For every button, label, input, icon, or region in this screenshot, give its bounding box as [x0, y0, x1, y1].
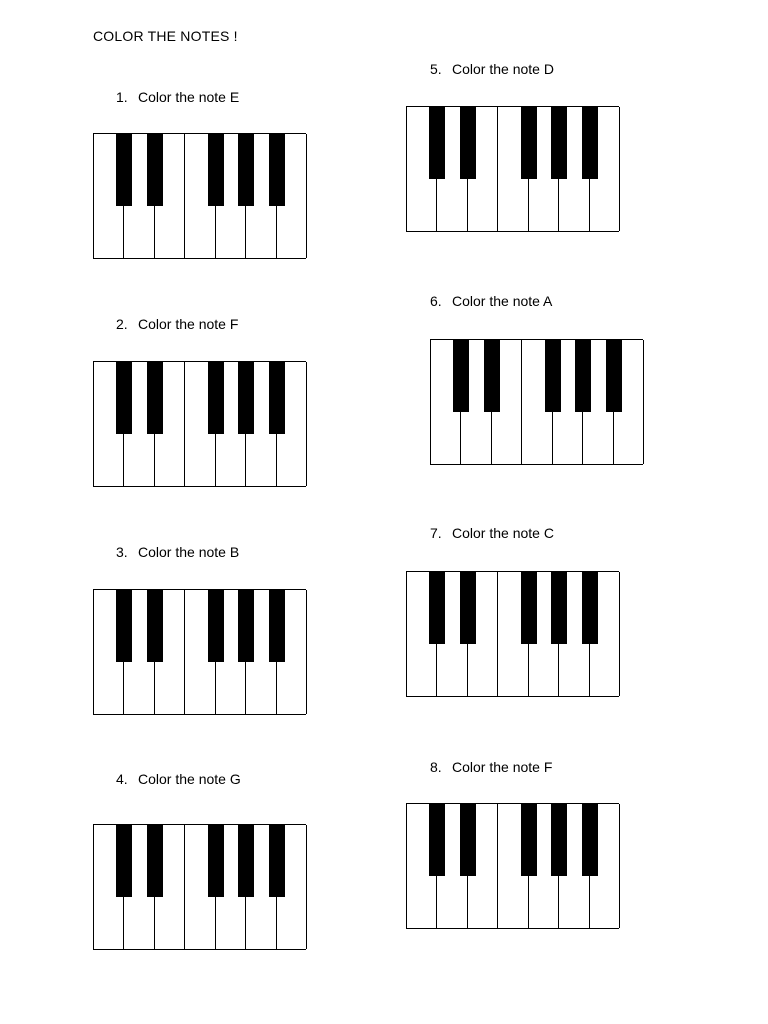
black-key[interactable] — [269, 825, 285, 897]
black-key[interactable] — [116, 590, 132, 662]
black-key[interactable] — [238, 134, 254, 206]
black-key[interactable] — [575, 340, 591, 412]
black-key[interactable] — [208, 590, 224, 662]
black-key[interactable] — [551, 572, 567, 644]
black-key[interactable] — [521, 804, 537, 876]
black-key[interactable] — [208, 362, 224, 434]
keyboard-2[interactable] — [93, 361, 306, 487]
black-key[interactable] — [269, 590, 285, 662]
black-key[interactable] — [460, 572, 476, 644]
black-key[interactable] — [238, 825, 254, 897]
black-key[interactable] — [429, 804, 445, 876]
black-key[interactable] — [238, 362, 254, 434]
black-key[interactable] — [582, 107, 598, 179]
black-key[interactable] — [460, 804, 476, 876]
exercise-instruction: Color the note A — [452, 293, 553, 309]
exercise-3-label — [116, 544, 239, 560]
exercise-number: 6. — [430, 293, 442, 309]
exercise-number: 1. — [116, 89, 128, 105]
black-key[interactable] — [147, 362, 163, 434]
exercise-instruction: Color the note G — [138, 771, 241, 787]
exercise-number: 7. — [430, 525, 442, 541]
black-key[interactable] — [606, 340, 622, 412]
black-key[interactable] — [208, 134, 224, 206]
black-key[interactable] — [147, 590, 163, 662]
black-key[interactable] — [208, 825, 224, 897]
black-key[interactable] — [429, 572, 445, 644]
black-key[interactable] — [238, 590, 254, 662]
black-key[interactable] — [269, 134, 285, 206]
exercise-instruction: Color the note D — [452, 61, 554, 77]
black-key[interactable] — [521, 572, 537, 644]
black-key[interactable] — [545, 340, 561, 412]
black-key[interactable] — [521, 107, 537, 179]
black-key[interactable] — [269, 362, 285, 434]
black-key[interactable] — [429, 107, 445, 179]
exercise-8-label — [430, 759, 552, 775]
page-title: COLOR THE NOTES ! — [93, 28, 238, 44]
keyboard-3[interactable] — [93, 589, 306, 715]
exercise-6-label — [430, 293, 552, 309]
exercise-instruction: Color the note F — [138, 316, 239, 332]
black-key[interactable] — [484, 340, 500, 412]
black-key[interactable] — [460, 107, 476, 179]
keyboard-7[interactable] — [406, 571, 619, 697]
exercise-instruction: Color the note E — [138, 89, 240, 105]
black-key[interactable] — [147, 825, 163, 897]
black-key[interactable] — [116, 134, 132, 206]
keyboard-8[interactable] — [406, 803, 619, 929]
black-key[interactable] — [582, 572, 598, 644]
keyboard-5[interactable] — [406, 106, 619, 232]
exercise-number: 8. — [430, 759, 442, 775]
exercise-number: 2. — [116, 316, 128, 332]
black-key[interactable] — [582, 804, 598, 876]
black-key[interactable] — [147, 134, 163, 206]
exercise-2-label — [116, 316, 238, 332]
black-key[interactable] — [116, 825, 132, 897]
exercise-4-label — [116, 771, 241, 787]
black-key[interactable] — [453, 340, 469, 412]
keyboard-1[interactable] — [93, 133, 306, 259]
exercise-number: 5. — [430, 61, 442, 77]
exercise-number: 3. — [116, 544, 128, 560]
exercise-number: 4. — [116, 771, 128, 787]
exercise-7-label — [430, 525, 554, 541]
exercise-instruction: Color the note C — [452, 525, 554, 541]
exercise-1-label — [116, 89, 239, 105]
black-key[interactable] — [551, 804, 567, 876]
keyboard-4[interactable] — [93, 824, 306, 950]
black-key[interactable] — [551, 107, 567, 179]
exercise-instruction: Color the note F — [452, 759, 553, 775]
black-key[interactable] — [116, 362, 132, 434]
exercise-instruction: Color the note B — [138, 544, 240, 560]
keyboard-6[interactable] — [430, 339, 643, 465]
exercise-5-label — [430, 61, 554, 77]
